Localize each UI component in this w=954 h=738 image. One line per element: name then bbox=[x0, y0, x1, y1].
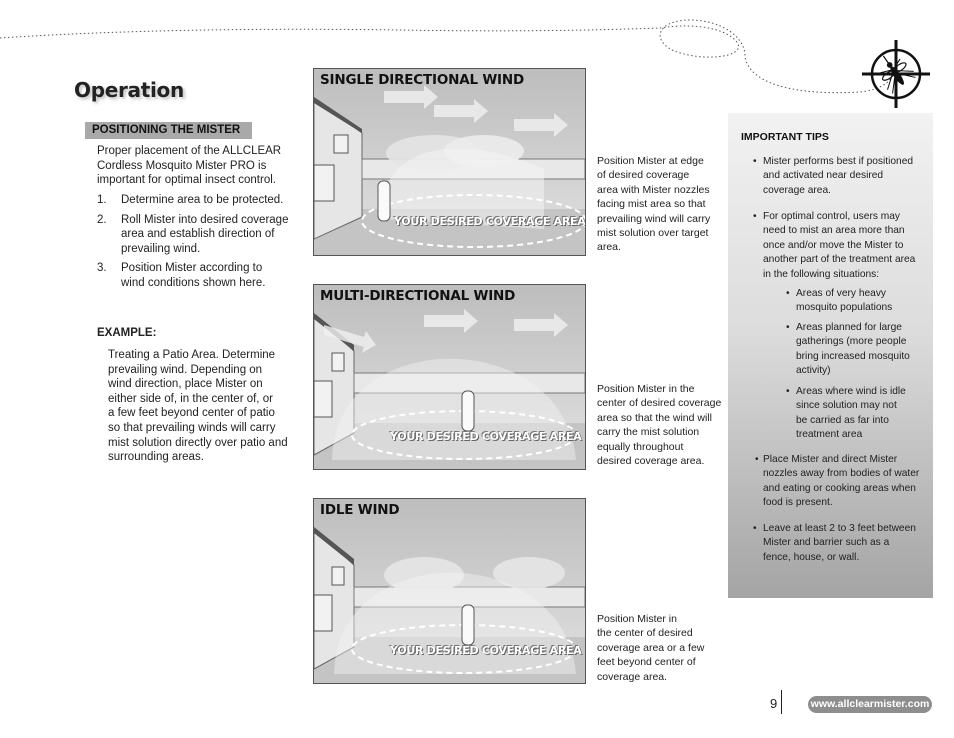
example-line: either side of, in the center of, or bbox=[108, 392, 273, 405]
panel-caption bbox=[597, 154, 722, 255]
tip-line: activity) bbox=[796, 365, 831, 377]
step-number: 2. bbox=[97, 213, 107, 226]
caption-line: Position Mister at edge bbox=[597, 155, 704, 167]
section-heading: POSITIONING THE MISTER bbox=[85, 122, 252, 139]
tip-line: fence, house, or wall. bbox=[763, 551, 860, 563]
tip-item bbox=[755, 453, 931, 511]
panel-caption bbox=[597, 382, 722, 468]
tip-line: Mister performs best if positioned bbox=[763, 156, 914, 167]
tip-line: treatment area bbox=[796, 429, 863, 441]
tips-heading: IMPORTANT TIPS bbox=[741, 131, 829, 143]
intro-line: Cordless Mosquito Mister PRO is bbox=[97, 159, 267, 172]
tip-line: once and/or move the Mister to bbox=[763, 239, 904, 251]
step-line: area and establish direction of bbox=[121, 228, 275, 241]
step-line: Determine area to be protected. bbox=[121, 194, 284, 206]
important-tips-sidebar bbox=[728, 113, 933, 598]
tip-line: coverage area. bbox=[763, 184, 831, 196]
tip-subitem bbox=[786, 385, 926, 443]
tip-line: food is present. bbox=[763, 497, 833, 509]
tip-line: and activated near desired bbox=[763, 170, 884, 182]
tip-line: bring increased mosquito bbox=[796, 350, 910, 362]
caption-line: area. bbox=[597, 241, 621, 254]
example-line: Treating a Patio Area. Determine bbox=[108, 349, 276, 361]
tip-line: Leave at least 2 to 3 feet between bbox=[763, 523, 916, 534]
tip-line: Areas of very heavy bbox=[796, 288, 887, 299]
website-link[interactable]: www.allclearmister.com bbox=[808, 696, 932, 713]
tip-line: mosquito populations bbox=[796, 302, 893, 314]
caption-line: center of desired coverage bbox=[597, 397, 722, 410]
caption-line: mist solution over target bbox=[597, 227, 709, 240]
single-wind-illustration bbox=[313, 68, 586, 256]
caption-line: the center of desired bbox=[597, 627, 693, 640]
tip-line: Place Mister and direct Mister bbox=[763, 454, 898, 465]
tip-item bbox=[753, 155, 928, 198]
caption-line: facing mist area so that bbox=[597, 198, 706, 211]
coverage-label: YOUR DESIRED COVERAGE AREA bbox=[394, 215, 586, 228]
caption-line: of desired coverage bbox=[597, 169, 690, 182]
example-line: surrounding areas. bbox=[108, 451, 204, 464]
page-title: Operation bbox=[74, 78, 184, 102]
step-item bbox=[97, 261, 297, 290]
tip-line: Mister and barrier such as a bbox=[763, 537, 890, 549]
tip-line: gatherings (more people bbox=[796, 336, 907, 348]
steps-list bbox=[97, 193, 297, 296]
step-line: Roll Mister into desired coverage bbox=[121, 213, 289, 226]
bullet-dot: • bbox=[753, 523, 757, 534]
caption-line: coverage area or a few bbox=[597, 641, 705, 654]
step-number: 3. bbox=[97, 262, 107, 275]
caption-line: coverage area. bbox=[597, 670, 668, 683]
panel-title: IDLE WIND bbox=[320, 502, 400, 518]
bullet-dot: • bbox=[786, 288, 790, 299]
step-number: 1. bbox=[97, 194, 107, 206]
intro-paragraph bbox=[97, 144, 297, 188]
step-line: wind conditions shown here. bbox=[121, 276, 266, 289]
caption-line: feet beyond center of bbox=[597, 656, 696, 669]
tip-subitem bbox=[786, 321, 926, 379]
tip-line: and eating or cooking areas when bbox=[763, 482, 916, 494]
caption-line: Position Mister in bbox=[597, 613, 677, 625]
idle-wind-illustration bbox=[313, 498, 586, 684]
panel-title: SINGLE DIRECTIONAL WIND bbox=[320, 72, 524, 88]
panel-caption bbox=[597, 612, 722, 684]
panel-title: MULTI-DIRECTIONAL WIND bbox=[320, 288, 516, 304]
caption-line: area with Mister nozzles bbox=[597, 183, 710, 196]
example-line: a few feet beyond center of patio bbox=[108, 407, 275, 420]
tip-line: Areas planned for large bbox=[796, 322, 902, 333]
example-paragraph bbox=[108, 348, 298, 465]
caption-line: Position Mister in the bbox=[597, 383, 695, 395]
intro-line: Proper placement of the ALLCLEAR bbox=[97, 145, 282, 157]
example-line: so that prevailing winds will carry bbox=[108, 421, 276, 434]
bullet-dot: • bbox=[786, 386, 790, 397]
tip-line: need to mist an area more than bbox=[763, 225, 905, 237]
page-number: 9 bbox=[770, 696, 778, 711]
example-line: prevailing wind. Depending on bbox=[108, 363, 263, 376]
example-line: mist solution directly over patio and bbox=[108, 436, 288, 449]
tip-line: another part of the treatment area bbox=[763, 254, 916, 266]
bullet-dot: • bbox=[753, 156, 757, 167]
tip-line: since solution may not bbox=[796, 400, 897, 412]
tip-item bbox=[753, 210, 928, 282]
example-heading: EXAMPLE: bbox=[97, 327, 157, 339]
tip-item bbox=[753, 522, 931, 565]
step-line: Position Mister according to bbox=[121, 262, 263, 275]
mosquito-crosshair-icon bbox=[858, 38, 934, 110]
bullet-dot: • bbox=[755, 454, 759, 465]
tip-line: nozzles away from bodies of water bbox=[763, 468, 920, 480]
step-item bbox=[97, 193, 297, 208]
coverage-label: YOUR DESIRED COVERAGE AREA bbox=[390, 430, 582, 443]
intro-line: important for optimal insect control. bbox=[97, 174, 276, 187]
multi-wind-illustration bbox=[313, 284, 586, 470]
step-line: prevailing wind. bbox=[121, 242, 201, 255]
bullet-dot: • bbox=[753, 211, 757, 222]
caption-line: carry the mist solution bbox=[597, 426, 700, 439]
caption-line: desired coverage area. bbox=[597, 455, 705, 468]
caption-line: prevailing wind will carry bbox=[597, 212, 711, 225]
tip-subitem bbox=[786, 287, 926, 316]
step-item bbox=[97, 213, 297, 257]
page-divider bbox=[781, 690, 782, 714]
tip-line: in the following situations: bbox=[763, 268, 880, 280]
example-line: wind direction, place Mister on bbox=[108, 378, 263, 391]
caption-line: equally throughout bbox=[597, 440, 684, 453]
tip-line: be carried as far into bbox=[796, 414, 889, 426]
coverage-label: YOUR DESIRED COVERAGE AREA bbox=[390, 644, 582, 657]
bullet-dot: • bbox=[786, 322, 790, 333]
caption-line: area so that the wind will bbox=[597, 411, 712, 424]
tip-line: Areas where wind is idle bbox=[796, 386, 906, 397]
tip-line: For optimal control, users may bbox=[763, 211, 901, 222]
